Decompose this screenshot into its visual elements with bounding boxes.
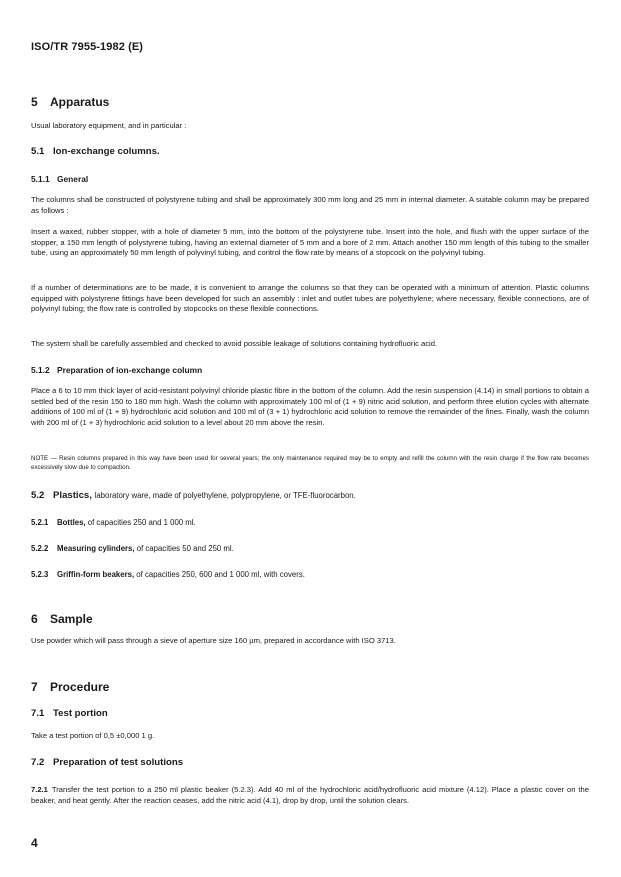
item-text: of capacities 50 and 250 ml. — [136, 544, 234, 553]
subsection-heading-ion-exchange-columns — [31, 146, 589, 157]
section-title: Sample — [50, 612, 93, 626]
section-heading-sample — [31, 612, 589, 626]
subsection-title: Plastics, — [53, 490, 92, 501]
numbered-paragraph — [31, 785, 589, 806]
page-number: 4 — [31, 836, 38, 850]
section-title: Apparatus — [50, 95, 110, 109]
apparatus-intro: Usual laboratory equipment, and in particular : — [31, 121, 187, 130]
item-text: of capacities 250 and 1 000 ml. — [87, 518, 196, 527]
section-heading-procedure — [31, 680, 589, 694]
subsection-heading-test-solutions — [31, 757, 589, 768]
item-title: Measuring cylinders, — [57, 544, 135, 553]
subsection-number: 5.1.1 — [31, 174, 50, 184]
paragraph-text: Transfer the test portion to a 250 ml plastic beaker (5.2.3). Add 40 ml of the hydrochloric acid/hydrofluoric acid mixture (4.12). Place a plastic cover on the beaker, and heat gently. After the reaction ceases, add the nitric acid (4.1), drop by drop, until the solution clears. — [31, 785, 589, 805]
paragraph: If a number of determinations are to be made, it is convenient to arrange the columns so that they can be operated with a minimum of attention. Plastic columns equipped with polystyrene fittings have been developed for such an assembly : inlet and outlet tubes are polyethylene; where necessary, flexible connections, are of polyvinyl tubing; the flow rate is controlled by stopcocks on these flexible connections. — [31, 283, 589, 314]
document-id: ISO/TR 7955-1982 (E) — [31, 41, 144, 53]
subsection-heading-plastics — [31, 490, 589, 501]
subsection-number: 7.2 — [31, 757, 45, 768]
paragraph: Take a test portion of 0,5 ±0,000 1 g. — [31, 731, 155, 740]
note: NOTE — Resin columns prepared in this way have been used for several years; the only maintenance required may be to empty and refill the column with the resin charge if the flow rate becomes excessively slow due to compaction. — [31, 455, 589, 472]
section-number: 6 — [31, 612, 38, 626]
paragraph: Insert a waxed, rubber stopper, with a hole of diameter 5 mm, into the bottom of the polystyrene tube. Insert into the hole, and flush with the upper surface of the stopper, a 150 mm length of polystyrene tubing, having an external diameter of 5 mm and a bore of 2 mm. Attach another 150 mm length of this tubing to the smaller tube, using an approximately 50 mm length of polyvinyl tubing, and control the flow rate by means of a stopcock on the polyvinyl tubing. — [31, 227, 589, 258]
subsection-number: 5.1.2 — [31, 365, 50, 375]
item-text: of capacities 250, 600 and 1 000 ml, with covers. — [136, 570, 305, 579]
item-number: 5.2.3 — [31, 570, 49, 579]
subsection-heading-column-preparation — [31, 365, 589, 375]
list-item-measuring-cylinders — [31, 544, 589, 553]
item-number: 5.2.1 — [31, 518, 49, 527]
item-title: Bottles, — [57, 518, 86, 527]
item-number: 5.2.2 — [31, 544, 49, 553]
list-item-bottles — [31, 518, 589, 527]
subsection-title: Preparation of test solutions — [53, 757, 184, 768]
section-heading-apparatus — [31, 95, 589, 109]
paragraph: Place a 6 to 10 mm thick layer of acid-resistant polyvinyl chloride plastic fibre in the bottom of the column. Add the resin suspension (4.14) in small portions to obtain a settled bed of the resin 150 to 180 mm high. Wash the column with approximately 100 ml of (1 + 9) nitric acid solution, and perform three elution cycles with alternate additions of 100 ml of (1 + 9) hydrochloric acid solution and 100 ml of (3 + 1) hydrochloric acid solution to remove the remainder of the fines. Finally, wash the column with 200 ml of (1 + 3) hydrochloric acid solution to a level about 20 mm above the resin. — [31, 386, 589, 427]
subsection-title: Ion-exchange columns. — [53, 146, 160, 157]
subsection-text: laboratory ware, made of polyethylene, polypropylene, or TFE-fluorocarbon. — [94, 491, 356, 500]
subsection-title: General — [57, 174, 89, 184]
paragraph: Use powder which will pass through a sieve of aperture size 160 µm, prepared in accordance with ISO 3713. — [31, 636, 396, 645]
subsection-number: 5.1 — [31, 146, 45, 157]
subsection-number: 7.1 — [31, 708, 45, 719]
section-number: 5 — [31, 95, 38, 109]
subsection-title: Preparation of ion-exchange column — [57, 365, 203, 375]
subsection-title: Test portion — [53, 708, 108, 719]
item-title: Griffin-form beakers, — [57, 570, 135, 579]
subsection-number: 5.2 — [31, 490, 45, 501]
list-item-griffin-beakers — [31, 570, 589, 579]
section-number: 7 — [31, 680, 38, 694]
subsection-heading-general — [31, 174, 589, 184]
paragraph: The columns shall be constructed of polystyrene tubing and shall be approximately 300 mm long and 25 mm in internal diameter. A suitable column may be prepared as follows : — [31, 195, 589, 215]
subsection-heading-test-portion — [31, 708, 589, 719]
section-title: Procedure — [50, 680, 110, 694]
paragraph: The system shall be carefully assembled and checked to avoid possible leakage of solutions containing hydrofluoric acid. — [31, 339, 438, 348]
paragraph-number: 7.2.1 — [31, 785, 48, 794]
